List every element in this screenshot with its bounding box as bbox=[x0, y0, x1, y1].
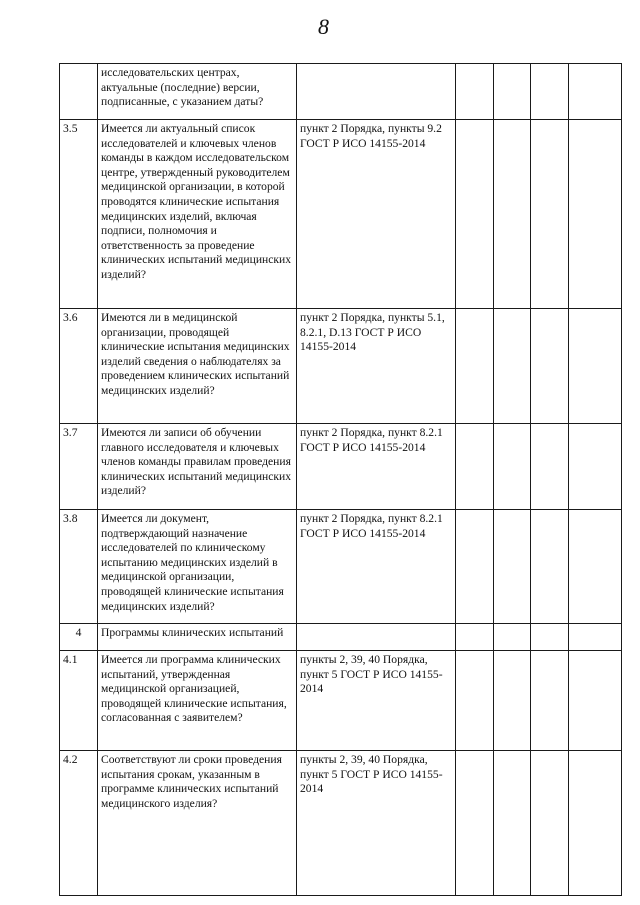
answer-cell-3 bbox=[531, 751, 569, 896]
table-row bbox=[60, 751, 622, 896]
answer-cell-3 bbox=[531, 64, 569, 120]
question-text: Имеются ли в медицинской организации, проводящей клинические испытания медицинских изделий сведения о наблюдателях за проведением клинических испытаний медицинских изделий? bbox=[98, 309, 297, 424]
answer-cell-2 bbox=[494, 309, 531, 424]
reference-text bbox=[297, 64, 456, 120]
reference-text: пункты 2, 39, 40 Порядка, пункт 5 ГОСТ Р ИСО 14155-2014 bbox=[297, 751, 456, 896]
note-cell bbox=[569, 651, 622, 751]
note-cell bbox=[569, 751, 622, 896]
section-row bbox=[60, 624, 622, 651]
answer-cell-1 bbox=[456, 120, 494, 309]
table-row bbox=[60, 424, 622, 510]
reference-text bbox=[297, 624, 456, 651]
answer-cell-1 bbox=[456, 309, 494, 424]
table-row bbox=[60, 64, 622, 120]
question-text: Имеется ли актуальный список исследователей и ключевых членов команды в каждом исследовательском центре, утвержденный руководителем медицинской организации, в которой проводятся клинические испытания медицинских изделий, включая подписи, полномочия и ответственность за проведение клинических испытаний медицинских изделий? bbox=[98, 120, 297, 309]
answer-cell-1 bbox=[456, 424, 494, 510]
row-number: 4.2 bbox=[60, 751, 98, 896]
answer-cell-2 bbox=[494, 424, 531, 510]
answer-cell-1 bbox=[456, 624, 494, 651]
reference-text: пункт 2 Порядка, пункты 5.1, 8.2.1, D.13 ГОСТ Р ИСО 14155-2014 bbox=[297, 309, 456, 424]
answer-cell-2 bbox=[494, 120, 531, 309]
table-row bbox=[60, 651, 622, 751]
table-row bbox=[60, 120, 622, 309]
checklist-table bbox=[59, 63, 622, 896]
answer-cell-3 bbox=[531, 120, 569, 309]
question-text: Имеется ли документ, подтверждающий назначение исследователей по клиническому испытанию медицинских изделий в медицинской организации, проводящей клинические испытания медицинских изделий? bbox=[98, 510, 297, 624]
answer-cell-1 bbox=[456, 751, 494, 896]
answer-cell-2 bbox=[494, 510, 531, 624]
note-cell bbox=[569, 424, 622, 510]
note-cell bbox=[569, 510, 622, 624]
row-number bbox=[60, 64, 98, 120]
reference-text: пункт 2 Порядка, пункт 8.2.1 ГОСТ Р ИСО 14155-2014 bbox=[297, 510, 456, 624]
answer-cell-3 bbox=[531, 510, 569, 624]
reference-text: пункт 2 Порядка, пункт 8.2.1 ГОСТ Р ИСО 14155-2014 bbox=[297, 424, 456, 510]
reference-text: пункты 2, 39, 40 Порядка, пункт 5 ГОСТ Р ИСО 14155-2014 bbox=[297, 651, 456, 751]
section-title: Программы клинических испытаний bbox=[98, 624, 297, 651]
answer-cell-3 bbox=[531, 624, 569, 651]
answer-cell-3 bbox=[531, 651, 569, 751]
question-text: Имеется ли программа клинических испытаний, утвержденная медицинской организацией, проводящей клинические испытания, согласованная с заявителем? bbox=[98, 651, 297, 751]
row-number: 4.1 bbox=[60, 651, 98, 751]
question-text: Имеются ли записи об обучении главного исследователя и ключевых членов команды правилам проведения клинических испытаний медицинских изделий? bbox=[98, 424, 297, 510]
section-number: 4 bbox=[60, 624, 98, 651]
answer-cell-3 bbox=[531, 424, 569, 510]
note-cell bbox=[569, 624, 622, 651]
reference-text: пункт 2 Порядка, пункты 9.2 ГОСТ Р ИСО 14155-2014 bbox=[297, 120, 456, 309]
row-number: 3.7 bbox=[60, 424, 98, 510]
answer-cell-2 bbox=[494, 651, 531, 751]
answer-cell-1 bbox=[456, 510, 494, 624]
answer-cell-1 bbox=[456, 64, 494, 120]
answer-cell-2 bbox=[494, 751, 531, 896]
answer-cell-2 bbox=[494, 624, 531, 651]
note-cell bbox=[569, 309, 622, 424]
table-row bbox=[60, 510, 622, 624]
answer-cell-2 bbox=[494, 64, 531, 120]
table-row bbox=[60, 309, 622, 424]
row-number: 3.6 bbox=[60, 309, 98, 424]
note-cell bbox=[569, 64, 622, 120]
note-cell bbox=[569, 120, 622, 309]
answer-cell-1 bbox=[456, 651, 494, 751]
row-number: 3.8 bbox=[60, 510, 98, 624]
answer-cell-3 bbox=[531, 309, 569, 424]
page-number: 8 bbox=[318, 14, 329, 39]
question-text: Соответствуют ли сроки проведения испытания срокам, указанным в программе клинических испытаний медицинского изделия? bbox=[98, 751, 297, 896]
row-number: 3.5 bbox=[60, 120, 98, 309]
question-text: исследовательских центрах, актуальные (последние) версии, подписанные, с указанием даты? bbox=[98, 64, 297, 120]
